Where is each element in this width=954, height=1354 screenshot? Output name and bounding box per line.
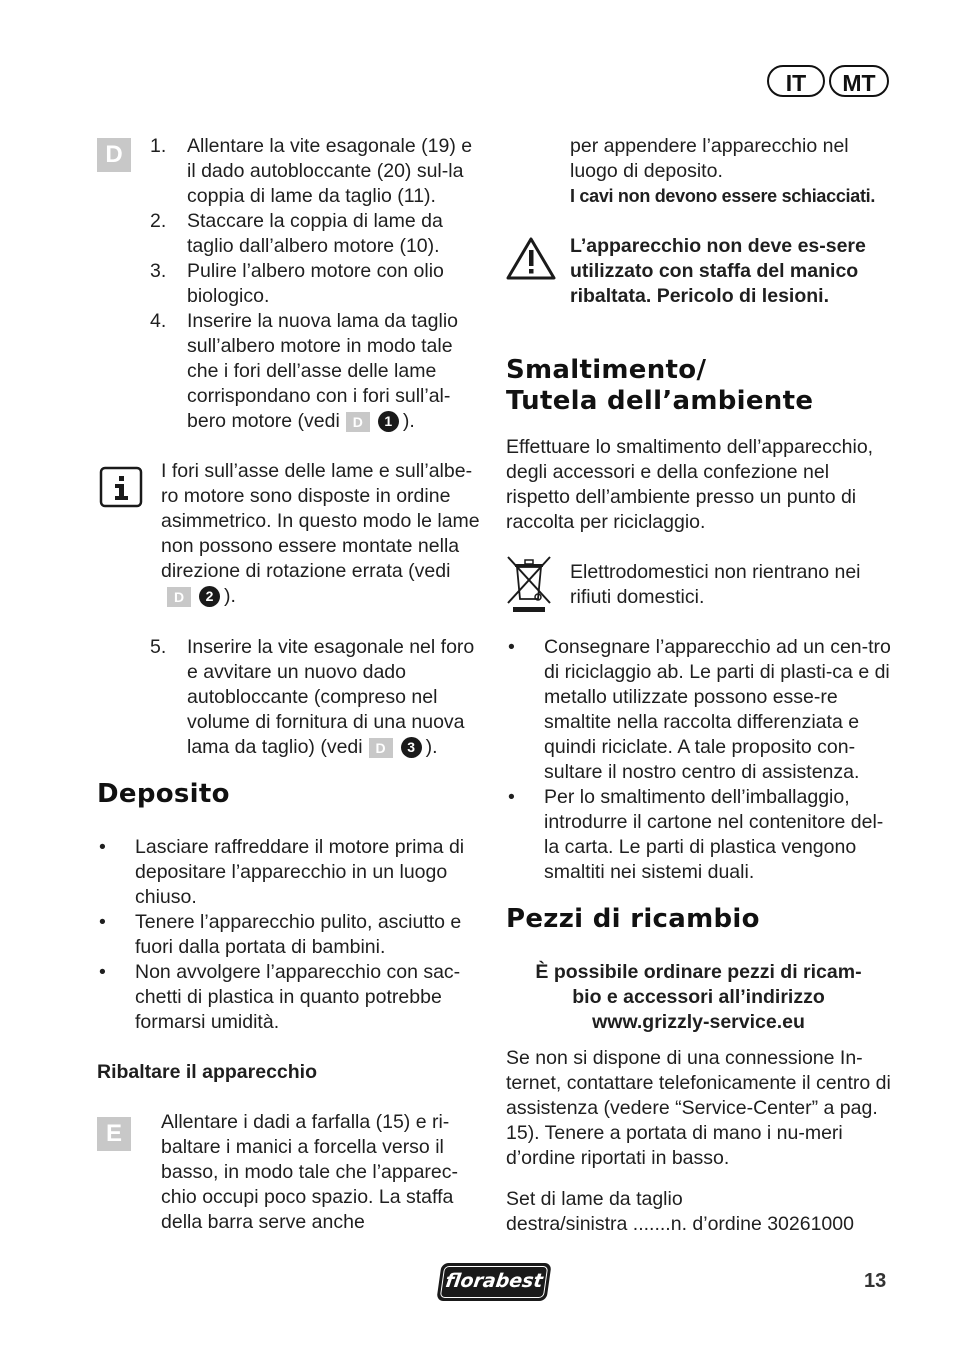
spare-part-entry: Set di lame da taglio destra/sinistra .......n. d’ordine 30261000 [506,1188,854,1235]
list-item: • Per lo smaltimento dell’imballaggio, introdurre il cartone nel contenitore del-la carta. Le parti di plastica vengono smaltiti nei sistemi duali. [508,786,884,883]
weee-note: Elettrodomestici non rientrano nei rifiuti domestici. [570,561,861,608]
step-text: Inserire la vite esagonale nel foro e avvitare un nuovo dado autobloccante (compreso nel volume di fornitura di una nuova lama da taglio) (vedi D 3 ). [187,636,475,758]
figure-number-badge: 2 [199,586,220,607]
brand-logo: florabest [436,1263,551,1301]
language-badge-it: IT [767,65,825,97]
cables-warning-text: I cavi non devono essere schiacciati. [570,186,876,206]
page-number: 13 [864,1270,887,1292]
figure-ref-tag: D [346,412,370,432]
safety-warning-text: L’apparecchio non deve es-sere utilizzato con staffa del manico ribaltata. Pericolo di lesioni. [570,235,866,307]
info-note: I fori sull’asse delle lame e sull’albe-ro motore sono disposte in ordine asimmetrico. In questo modo le lame non possono essere montate nella direzione di rotazione errata (vediD 2 ). [161,460,480,607]
step-number: 4. [150,310,167,332]
weee-bin-icon [504,553,554,613]
list-item: • Consegnare l’apparecchio ad un cen-tro di riciclaggio ab. Le parti di plasti-ca e di metallo utilizzate possono esse-re smaltite nella raccolta differenziata e quindi riciclate. A tale proposito con-sultare il nostro centro di assistenza. [508,636,891,783]
step-2 [150,209,485,259]
figure-ref-tag: D [369,738,393,758]
list-item: • Tenere l’apparecchio pulito, asciutto e fuori dalla portata di bambini. [99,911,462,958]
section-heading-deposito: Deposito [97,779,230,809]
order-info: È possibile ordinare pezzi di ricam- bio e accessori all’indirizzo www.grizzly-service.eu [506,960,891,1035]
subheading-ribaltare: Ribaltare il apparecchio [97,1061,317,1083]
step-text: Staccare la coppia di lame da taglio dall’albero motore (10). [187,210,443,257]
list-item: • Non avvolgere l’apparecchio con sac-chetti di plastica in quanto potrebbe formarsi umidità. [99,961,461,1033]
step-text: Inserire la nuova lama da taglio sull’albero motore in modo tale che i fori dell’asse delle lame corrispondano con i fori sull’al-bero motore (vedi D 1 ). [187,310,458,432]
figure-number-badge: 3 [401,737,422,758]
service-url-link[interactable]: www.grizzly-service.eu [592,1011,805,1033]
warning-icon [505,235,557,281]
step-5 [150,635,485,760]
language-badge-mt: MT [829,65,889,97]
info-icon [99,466,143,508]
figure-number-badge: 1 [378,411,399,432]
step-number: 3. [150,260,167,282]
step-1 [150,134,485,209]
step-text: Allentare la vite esagonale (19) e il dado autobloccante (20) sul-la coppia di lame da taglio (11). [187,135,473,207]
section-heading-smaltimento-2: Tutela dell’ambiente [506,386,814,416]
step-number: 5. [150,636,167,658]
list-item: • Lasciare raffreddare il motore prima di depositare l’apparecchio in un luogo chiuso. [99,836,465,908]
deposito-continued-text: per appendere l’apparecchio nel luogo di deposito. [570,135,849,182]
figure-tag-e: E [97,1117,131,1151]
step-3 [150,259,485,309]
section-heading-smaltimento-1: Smaltimento/ [506,355,707,385]
step-4 [150,309,485,434]
figure-ref-tag: D [167,587,191,607]
step-text: Pulire l’albero motore con olio biologico. [187,260,444,307]
step-number: 1. [150,135,167,157]
ricambio-text: Se non si dispone di una connessione In-ternet, contattare telefonicamente il centro di assistenza (vedere “Service-Center” a pag. 15). Tenere a portata di mano i nu-meri d’ordine riportati in basso. [506,1047,891,1169]
smaltimento-intro: Effettuare lo smaltimento dell’apparecchio, degli accessori e della confezione nel rispetto dell’ambiente presso un punto di raccolta per riciclaggio. [506,436,874,533]
figure-tag-d: D [97,138,131,172]
section-heading-ricambio: Pezzi di ricambio [506,904,760,934]
ribaltare-text: Allentare i dadi a farfalla (15) e ri-baltare i manici a forcella verso il basso, in modo tale che l’apparec-chio occupi poco spazio. La staffa della barra serve anche [161,1111,459,1233]
step-number: 2. [150,210,167,232]
